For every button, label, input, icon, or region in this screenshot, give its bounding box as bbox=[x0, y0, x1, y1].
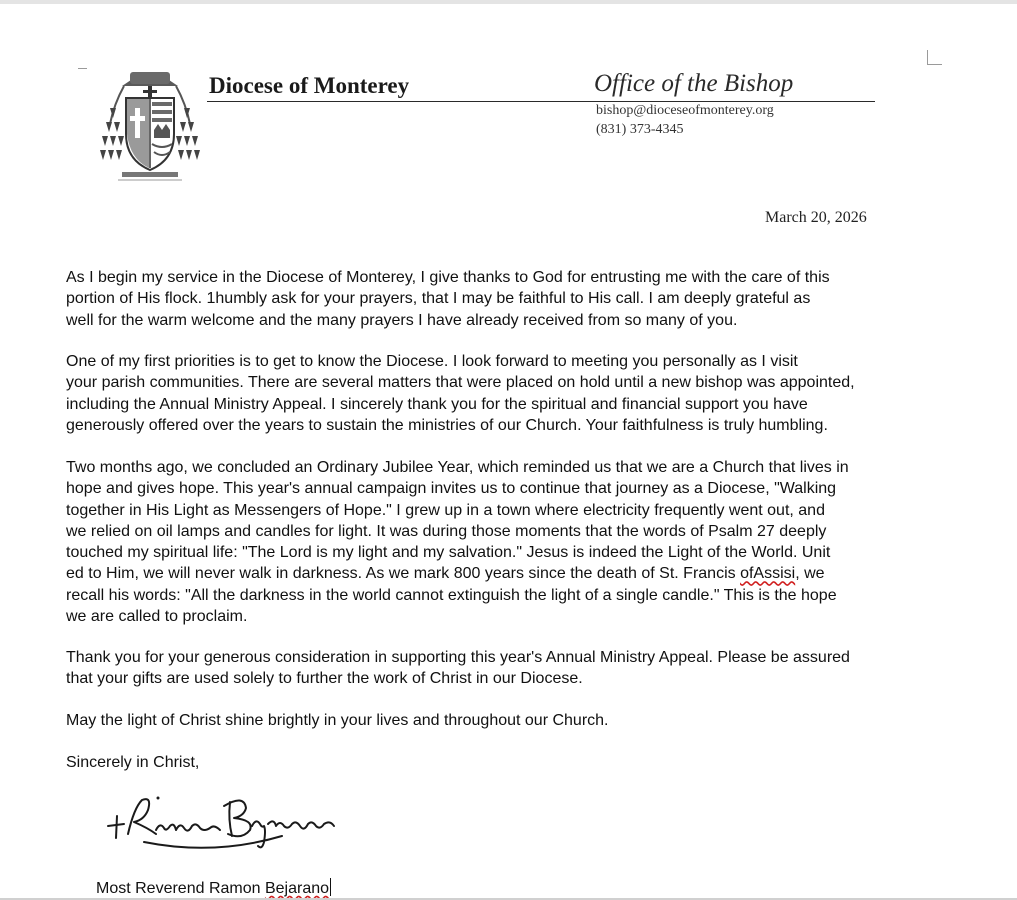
letter-date: March 20, 2026 bbox=[765, 209, 867, 226]
misspelled-word[interactable]: ofAssisi bbox=[740, 565, 796, 583]
letterhead-rule bbox=[207, 101, 875, 102]
paragraph-3 bbox=[66, 457, 976, 627]
coat-of-arms-icon bbox=[100, 64, 200, 182]
text-line: generously offered over the years to sustain the ministries of our Church. Your faithfulness is truly humbling. bbox=[66, 416, 828, 434]
signatory-prefix: Most Reverend Ramon bbox=[96, 880, 265, 897]
text-segment: , we bbox=[795, 565, 825, 583]
paragraph-5 bbox=[66, 710, 976, 731]
text-line: Two months ago, we concluded an Ordinary Jubilee Year, which reminded us that we are a Church that lives in bbox=[66, 459, 849, 476]
text-line: well for the warm welcome and the many prayers I have already received from so many of you. bbox=[66, 311, 738, 329]
text-line bbox=[66, 563, 976, 584]
org-name: Diocese of Monterey bbox=[209, 73, 410, 98]
text-line: including the Annual Ministry Appeal. I sincerely thank you for the spiritual and financial support you have bbox=[66, 395, 808, 413]
text-line: touched my spiritual life: "The Lord is my light and my salvation." Jesus is indeed the Light of the World. Unit bbox=[66, 544, 831, 562]
text-line: we are called to proclaim. bbox=[66, 608, 248, 626]
paragraph-4 bbox=[66, 647, 976, 690]
paragraph-1 bbox=[66, 267, 976, 331]
text-line: recall his words: "All the darkness in the world cannot extinguish the light of a single candle." This is the hope bbox=[66, 586, 837, 604]
office-title: Office of the Bishop bbox=[594, 70, 794, 97]
office-email: bishop@dioceseofmonterey.org bbox=[596, 103, 774, 118]
page-corner-mark bbox=[927, 50, 942, 65]
text-line: May the light of Christ shine brightly in your lives and throughout our Church. bbox=[66, 712, 609, 729]
text-line: together in His Light as Messengers of Hope." I grew up in a town where electricity frequently went out, and bbox=[66, 501, 825, 519]
closing: Sincerely in Christ, bbox=[66, 754, 200, 771]
text-line: that your gifts are used solely to further the work of Christ in our Diocese. bbox=[66, 670, 583, 688]
margin-mark bbox=[78, 68, 87, 69]
signature-image bbox=[104, 790, 340, 856]
text-segment: ed to Him, we will never walk in darkness. As we mark 800 years since the death of St. Francis bbox=[66, 565, 741, 583]
text-line: your parish communities. There are several matters that were placed on hold until a new bishop was appointed, bbox=[66, 374, 855, 392]
paragraph-2 bbox=[66, 351, 976, 436]
signatory-name bbox=[96, 878, 331, 898]
text-line: hope and gives hope. This year's annual campaign invites us to continue that journey as a Diocese, "Walking bbox=[66, 480, 837, 498]
signatory-surname[interactable]: Bejarano bbox=[264, 880, 330, 897]
text-line: we relied on oil lamps and candles for light. It was during those moments that the words of Psalm 27 deeply bbox=[66, 522, 827, 540]
text-line: As I begin my service in the Diocese of Monterey, I give thanks to God for entrusting me with the care of this bbox=[66, 269, 830, 286]
text-line: portion of His flock. 1humbly ask for your prayers, that I may be faithful to His call. I am deeply grateful as bbox=[66, 290, 811, 308]
text-cursor bbox=[330, 878, 331, 896]
text-line: One of my first priorities is to get to know the Diocese. I look forward to meeting you personally as I visit bbox=[66, 353, 798, 370]
office-phone: (831) 373-4345 bbox=[596, 122, 684, 137]
text-line: Thank you for your generous consideration in supporting this year's Annual Ministry Appeal. Please be assured bbox=[66, 649, 850, 666]
